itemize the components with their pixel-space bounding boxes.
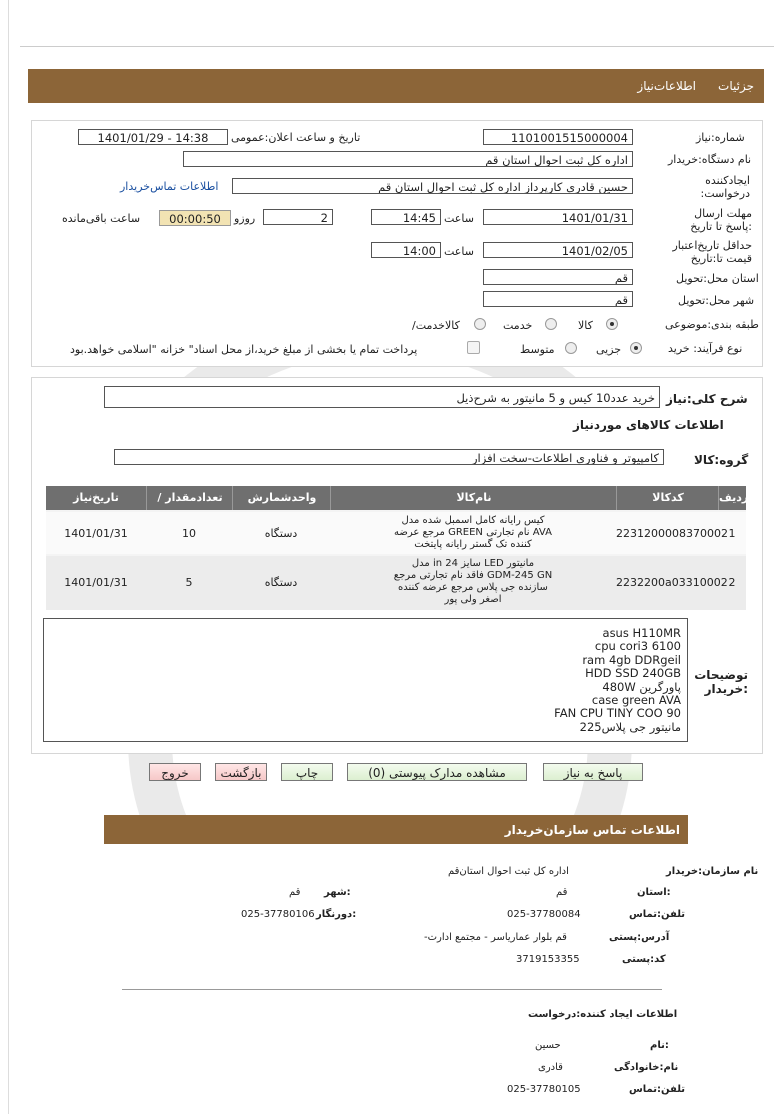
days-field: 2 bbox=[263, 209, 333, 225]
top-divider bbox=[20, 46, 774, 47]
validity-label: حداقل تاریخ‌اعتبار قیمت تا:تاریخ bbox=[672, 239, 752, 265]
buyer-org-label: نام دستگاه:خریدار bbox=[668, 153, 752, 166]
contact-city-label: شهر: bbox=[324, 887, 351, 898]
contact-address-label: آدرس:پستی bbox=[609, 932, 670, 943]
row-unit: دستگاه bbox=[264, 576, 298, 589]
row-date: 1401/01/31 bbox=[64, 576, 128, 589]
need-summary-field: خرید عدد10 کیس و 5 مانیتور به شرح‌ذیل bbox=[104, 386, 660, 408]
buyer-description-label: توضیحات :خریدار bbox=[694, 668, 748, 696]
header-tab-bar bbox=[28, 69, 764, 103]
need-summary-label: شرح کلی:نیاز bbox=[666, 392, 748, 406]
table-row bbox=[46, 556, 746, 610]
goods-table bbox=[46, 486, 749, 610]
creator-last-name-label: نام:خانوادگی bbox=[614, 1062, 679, 1073]
creator-first-name-value: حسین bbox=[535, 1040, 561, 1051]
creator-phone-value: 025-37780105 bbox=[507, 1084, 581, 1095]
remaining-label: ساعت باقی‌مانده bbox=[62, 212, 141, 225]
category-goods-label: کالا bbox=[578, 319, 593, 332]
row-code: 2231200008370002 bbox=[616, 527, 728, 540]
buyer-org-field: اداره کل ثبت احوال استان قم bbox=[183, 151, 633, 167]
deadline-time-label: ساعت bbox=[444, 212, 474, 225]
reply-button[interactable]: پاسخ به نیاز bbox=[543, 763, 643, 781]
category-goods-service-radio[interactable] bbox=[474, 318, 486, 330]
province-label: استان محل:تحویل bbox=[676, 272, 759, 285]
contact-section-header bbox=[104, 815, 688, 844]
left-border-line bbox=[8, 0, 9, 1114]
contact-city-value: قم bbox=[289, 887, 301, 898]
contact-org-value: اداره کل ثبت احوال استان‌قم bbox=[448, 866, 569, 877]
row-index: 1 bbox=[728, 527, 736, 540]
row-name: مانیتور LED سایز 24 in مدل GDM-245 GN فاقد نام تجارتی مرجع سازنده جی پلاس مرجع عرضه کننده اصغر ولی پور bbox=[393, 558, 553, 605]
deadline-label: مهلت ارسال :پاسخ تا تاریخ bbox=[690, 207, 752, 233]
exit-button[interactable]: خروج bbox=[149, 763, 201, 781]
row-qty: 5 bbox=[185, 576, 193, 589]
contact-phone-value: 025-37780084 bbox=[507, 909, 581, 920]
creator-phone-label: تلفن:تماس bbox=[629, 1084, 686, 1095]
row-name: کیس رایانه کامل اسمبل شده مدل AVA نام تجارتی GREEN مرجع عرضه کننده تک گستر رایانه پایتخت bbox=[394, 515, 552, 550]
goods-group-field: کامپیوتر و فناوری اطلاعات-سخت افزار bbox=[114, 449, 664, 465]
treasury-payment-note: پرداخت تمام یا بخشی از مبلغ خرید،از محل اسناد" خزانه "اسلامی خواهد.بود bbox=[70, 343, 418, 356]
contact-province-label: استان: bbox=[637, 887, 671, 898]
remaining-time-field: 00:00:50 bbox=[159, 210, 231, 226]
contact-fax-label: دورنگار: bbox=[316, 909, 357, 920]
table-row bbox=[46, 512, 746, 554]
buyer-contact-link[interactable]: اطلاعات تماس‌خریدار bbox=[120, 180, 219, 193]
contact-divider bbox=[122, 989, 662, 990]
attachments-button[interactable]: مشاهده مدارک پیوستی (0) bbox=[347, 763, 527, 781]
process-small-radio[interactable] bbox=[630, 342, 642, 354]
city-field: قم bbox=[483, 291, 633, 307]
row-index: 2 bbox=[728, 576, 736, 589]
process-label: نوع فرآیند: خرید bbox=[668, 342, 743, 355]
buyer-description-text: asus H110MR cpu cori3 6100 ram 4gb DDRgeil HDD SSD 240GB 480W پاورگرین case green AVA FAN CPU TINY COO 90 مانیتور جی پلاس225 bbox=[554, 626, 681, 734]
col-name-header: نام‌کالا bbox=[330, 486, 617, 510]
deadline-date-field: 1401/01/31 bbox=[483, 209, 633, 225]
category-label: طبقه بندی:موضوعی bbox=[665, 318, 759, 331]
col-code-header: کدکالا bbox=[616, 486, 719, 510]
creator-first-name-label: نام: bbox=[650, 1040, 669, 1051]
goods-info-title: اطلاعات کالاهای موردنیاز bbox=[573, 418, 724, 432]
days-label: روزو bbox=[234, 212, 256, 225]
contact-address-value: قم بلوار عمارياسر - مجتمع ادارت- bbox=[424, 932, 567, 943]
contact-postal-value: 3719153355 bbox=[516, 954, 580, 965]
row-code: 2232200a03310002 bbox=[616, 576, 728, 589]
need-number-field: 1101001515000004 bbox=[483, 129, 633, 145]
creator-last-name-value: قادری bbox=[538, 1062, 563, 1073]
back-button[interactable]: بازگشت bbox=[215, 763, 267, 781]
validity-time-field: 14:00 bbox=[371, 242, 441, 258]
tab-details[interactable]: جزئیات bbox=[718, 79, 754, 93]
announce-field: 1401/01/29 - 14:38 bbox=[78, 129, 228, 145]
deadline-time-field: 14:45 bbox=[371, 209, 441, 225]
contact-phone-label: تلفن:تماس bbox=[629, 909, 686, 920]
category-goods-radio[interactable] bbox=[606, 318, 618, 330]
row-unit: دستگاه bbox=[264, 527, 298, 540]
need-number-label: شماره:نیاز bbox=[696, 131, 745, 144]
row-date: 1401/01/31 bbox=[64, 527, 128, 540]
goods-table-header bbox=[46, 486, 749, 510]
creator-field: حسین قادری کارپرداز اداره کل ثبت احوال استان قم bbox=[232, 178, 633, 194]
contact-section-title: اطلاعات تماس سازمان‌خریدار bbox=[504, 823, 680, 837]
contact-org-label: نام سازمان:خریدار bbox=[666, 866, 759, 877]
contact-postal-label: کد:پستی bbox=[622, 954, 666, 965]
tab-need-info[interactable]: اطلاعات‌نیاز bbox=[637, 79, 696, 93]
col-qty-header: / تعدادمقدار bbox=[146, 486, 233, 510]
process-small-label: جزیی bbox=[596, 343, 622, 356]
city-label: شهر محل:تحویل bbox=[678, 294, 755, 307]
category-goods-service-label: /کالاخدمت bbox=[412, 319, 460, 332]
creator-label: ایجادکننده درخواست: bbox=[700, 174, 750, 200]
category-service-label: خدمت bbox=[503, 319, 533, 332]
province-field: قم bbox=[483, 269, 633, 285]
col-row-header: ردیف bbox=[718, 486, 747, 510]
contact-fax-value: 025-37780106 bbox=[241, 909, 315, 920]
creator-info-title: اطلاعات ایجاد کننده:درخواست bbox=[528, 1009, 678, 1020]
col-unit-header: واحدشمارش bbox=[232, 486, 331, 510]
buyer-description-box bbox=[43, 618, 688, 742]
contact-province-value: قم bbox=[556, 887, 568, 898]
treasury-payment-checkbox[interactable] bbox=[467, 341, 480, 354]
validity-date-field: 1401/02/05 bbox=[483, 242, 633, 258]
col-date-header: تاریخ‌نیاز bbox=[73, 491, 119, 504]
validity-time-label: ساعت bbox=[444, 245, 474, 258]
announce-label: تاریخ و ساعت اعلان:عمومی bbox=[231, 131, 361, 144]
goods-group-label: گروه:کالا bbox=[694, 453, 749, 467]
category-service-radio[interactable] bbox=[545, 318, 557, 330]
row-qty: 10 bbox=[182, 527, 196, 540]
print-button[interactable]: چاپ bbox=[281, 763, 333, 781]
process-medium-label: متوسط bbox=[520, 343, 555, 356]
process-medium-radio[interactable] bbox=[565, 342, 577, 354]
